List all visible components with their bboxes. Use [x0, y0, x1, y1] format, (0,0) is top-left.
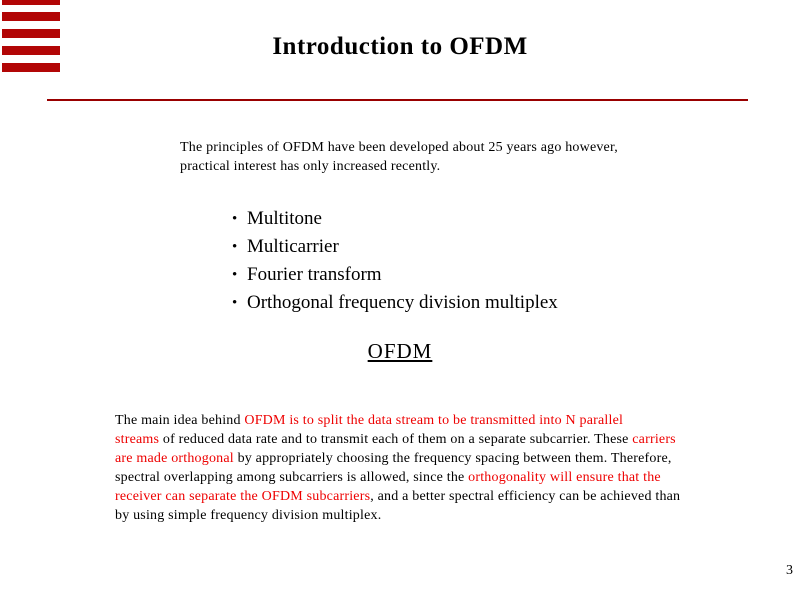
bullet-marker-icon: • [232, 295, 238, 311]
ofdm-subheading: OFDM [367, 339, 433, 363]
text-segment: by appropriately choosing the frequency spacing between them. Therefore, [233, 451, 672, 466]
bullet-text: Orthogonal frequency division multiplex [247, 292, 558, 313]
paragraph-line [115, 430, 775, 449]
text-segment: , and a better spectral efficiency can be achieved than [370, 489, 681, 504]
paragraph-line [115, 506, 775, 525]
text-segment: The main idea behind [115, 413, 245, 428]
bullet-item [232, 261, 558, 289]
bullet-marker-icon: • [232, 239, 238, 255]
title-divider-rule [47, 99, 748, 101]
emphasis-text-segment: OFDM is to split the data stream to be transmitted into N parallel [244, 413, 624, 428]
bullet-item [232, 205, 558, 233]
intro-paragraph [180, 138, 618, 176]
bullet-item [232, 233, 558, 261]
text-segment: spectral overlapping among subcarriers is allowed, since the [115, 470, 469, 485]
bullet-marker-icon: • [232, 211, 238, 227]
paragraph-line [115, 411, 775, 430]
logo-stripe [2, 12, 60, 21]
logo-stripe [2, 63, 60, 72]
emphasis-text-segment: are made orthogonal [115, 451, 234, 466]
paragraph-line [115, 487, 775, 506]
emphasis-text-segment: streams [115, 432, 160, 447]
emphasis-text-segment: receiver can separate the OFDM subcarriers [115, 489, 371, 504]
paragraph-line [115, 449, 775, 468]
slide-title: Introduction to OFDM [272, 33, 528, 60]
page-number: 3 [786, 563, 793, 578]
intro-line: practical interest has only increased recently. [180, 159, 441, 174]
bullet-text: Multicarrier [247, 236, 339, 257]
bullet-text: Fourier transform [247, 264, 382, 285]
bullet-text: Multitone [247, 208, 322, 229]
intro-line: The principles of OFDM have been developed about 25 years ago however, [180, 140, 618, 155]
text-segment: of reduced data rate and to transmit each of them on a separate subcarrier. These [159, 432, 633, 447]
bullet-list [232, 205, 558, 317]
bullet-item [232, 289, 558, 317]
emphasis-text-segment: carriers [632, 432, 676, 447]
paragraph-line [115, 468, 775, 487]
bullet-marker-icon: • [232, 267, 238, 283]
main-paragraph [115, 411, 775, 525]
logo-stripe [2, 0, 60, 5]
emphasis-text-segment: orthogonality will ensure that the [468, 470, 661, 485]
text-segment: by using simple frequency division multiplex. [115, 508, 382, 523]
